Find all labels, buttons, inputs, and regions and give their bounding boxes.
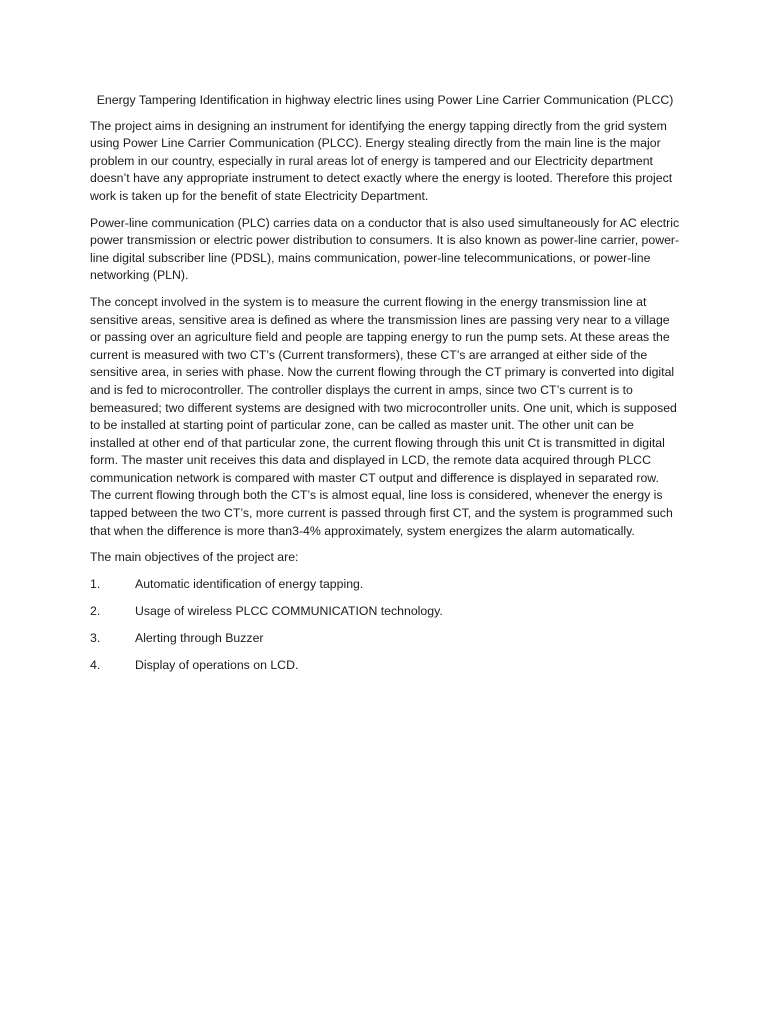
objectives-list: [90, 576, 680, 675]
document-title: Energy Tampering Identification in highway electric lines using Power Line Carrier Communication (PLCC): [96, 93, 674, 107]
paragraph-plc-definition: Power-line communication (PLC) carries data on a conductor that is also used simultaneously for AC electric power transmission or electric power distribution to consumers. It is also known as power-line carrier, power-line digital subscriber line (PDSL), mains communication, power-line telecommunications, or power-line networking (PLN).: [90, 215, 680, 283]
objective-number: 3.: [90, 631, 101, 646]
paragraph-project-aim: The project aims in designing an instrument for identifying the energy tapping directly from the grid system using Power Line Carrier Communication (PLCC). Energy stealing directly from the main line is the major problem in our country, especially in rural areas lot of energy is tampered and our Electricity department doesn’t have any appropriate instrument to detect exactly where the energy is looted. Therefore this project work is taken up for the benefit of state Electricity Department.: [90, 118, 673, 203]
objective-number: 4.: [90, 658, 101, 673]
objective-text: Usage of wireless PLCC COMMUNICATION technology.: [135, 604, 443, 619]
objective-number: 2.: [90, 604, 101, 619]
objective-text: Alerting through Buzzer: [135, 631, 264, 646]
paragraph-system-concept: The concept involved in the system is to measure the current flowing in the energy transmission line at sensitive areas, sensitive area is defined as where the transmission lines are passing very near to a village or passing over an agriculture field and people are tapping energy to run the pump sets. At these areas the current is measured with two CT’s (Current transformers), these CT’s are arranged at either side of the sensitive area, in series with phase. Now the current flowing through the CT primary is converted into digital and is fed to microcontroller. The controller displays the current in amps, since two CT’s current is to bemeasured; two different systems are designed with two microcontroller units. One unit, which is supposed to be installed at starting point of particular zone, can be called as master unit. The other unit can be installed at other end of that particular zone, the current flowing through this unit Ct is transmitted in digital form. The master unit receives this data and displayed in LCD, the remote data acquired through PLCC communication network is compared with master CT output and difference is displayed in separated row. The current flowing through both the CT’s is almost equal, line loss is considered, whenever the energy is tapped between the two CT’s, more current is passed through first CT, and the system is programmed such that when the difference is more than3-4% approximately, system energizes the alarm automatically.: [90, 294, 677, 538]
objective-item: [90, 603, 680, 621]
objective-text: Automatic identification of energy tapping.: [135, 576, 364, 591]
objective-text: Display of operations on LCD.: [135, 658, 299, 673]
objective-item: [90, 630, 680, 648]
objective-item: [90, 657, 680, 675]
objectives-heading: The main objectives of the project are:: [90, 550, 299, 565]
objective-item: [90, 576, 680, 594]
objective-number: 1.: [90, 576, 101, 591]
